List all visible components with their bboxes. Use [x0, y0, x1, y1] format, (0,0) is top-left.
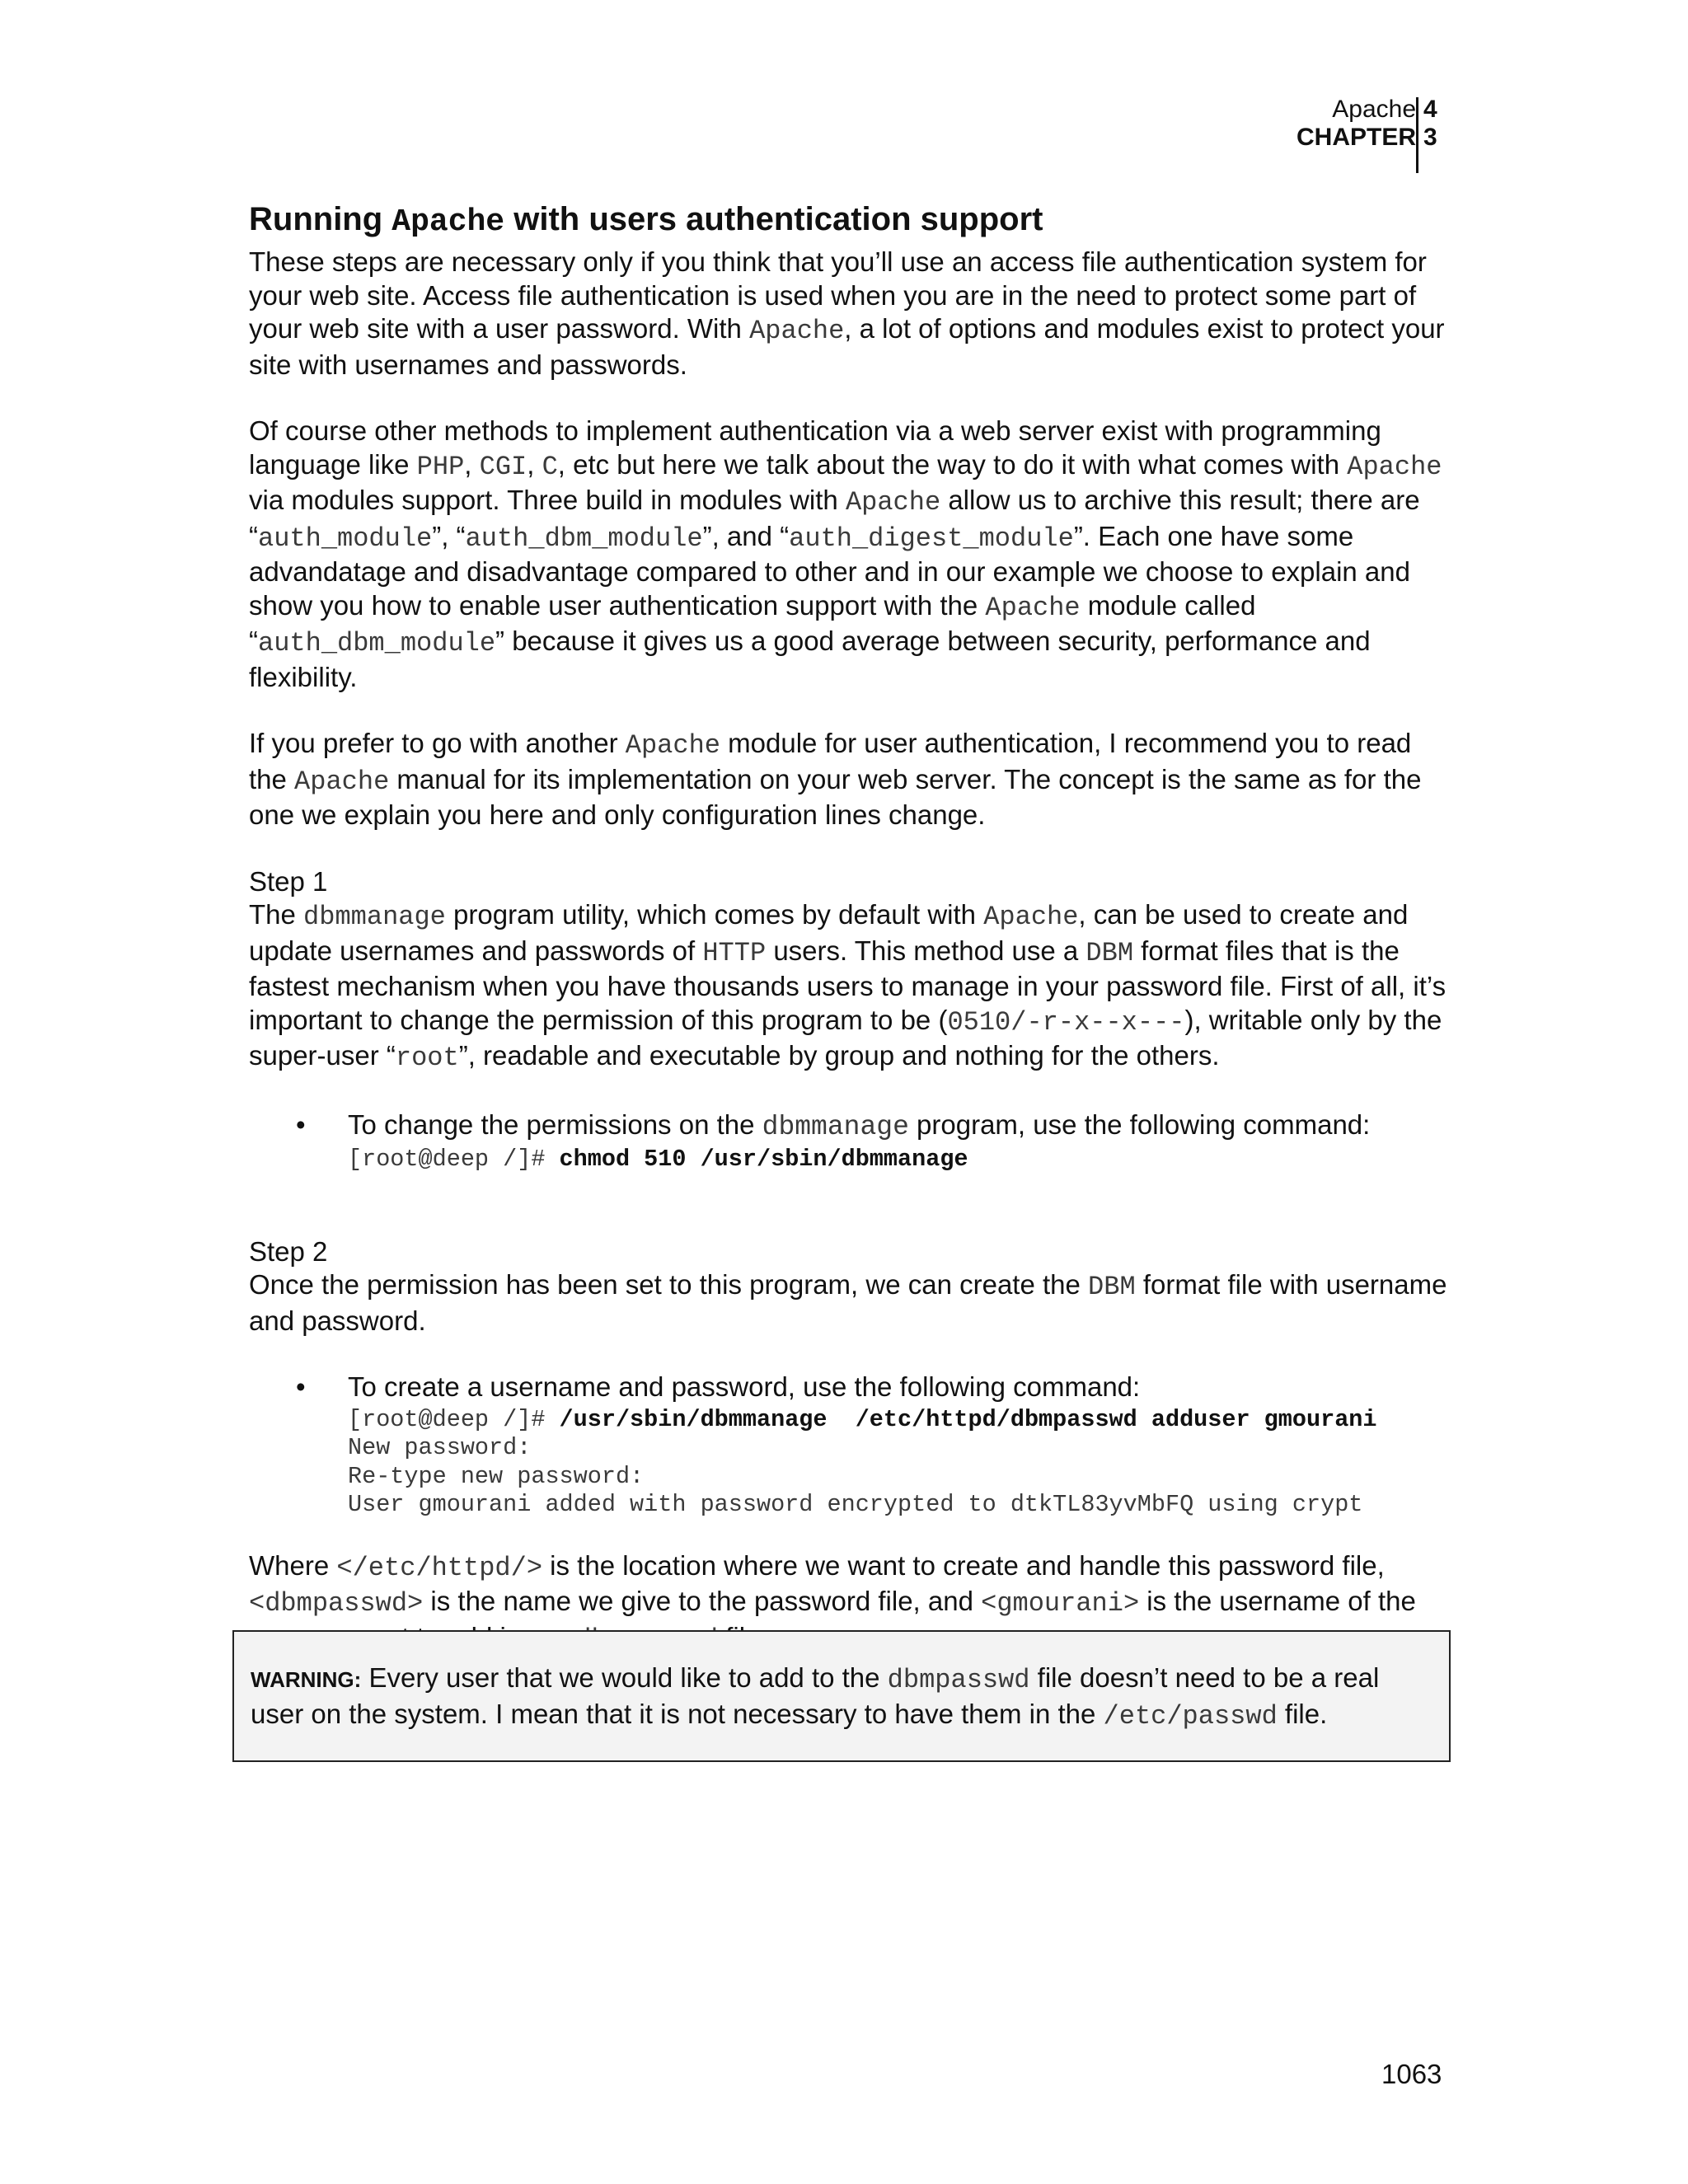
step-2-bullet [249, 1371, 1452, 1520]
step-1-bullet [249, 1108, 1452, 1174]
step-1-label: Step 1 [249, 865, 328, 897]
header-chapter-number: 3 [1423, 124, 1437, 151]
running-header [1296, 96, 1416, 152]
command-output-line: Re-type new password: [348, 1462, 645, 1490]
header-part: Apache [1332, 96, 1416, 123]
command-output-line: New password: [348, 1434, 532, 1461]
intro-paragraph-2: Of course other methods to implement authentication via a web server exist with programming language like PHP, CGI, C, etc but here we talk about the way to do it with what comes with Apache via modules support. Three build in modules with Apache allow us to archive this result; there are “auth_module”, “auth_dbm_module”, and “auth_digest_module”. Each one have some advandatage and disadvantage compared to other and in our example we choose to explain and show you how to enable user authentication support with the Apache module called “auth_dbm_module” because it gives us a good average between security, performance and flexibility. [249, 415, 1442, 692]
step-1-bullet-text: To change the permissions on the dbmmanage program, use the following command: [348, 1108, 1371, 1142]
intro-paragraph-3: If you prefer to go with another Apache module for user authentication, I recommend you to read the Apache manual for its implementation on your web server. The concept is the same as for the one we explain you here and only configuration lines change. [249, 728, 1422, 830]
page-number: 1063 [1381, 2059, 1442, 2089]
page-body [249, 199, 1452, 1657]
title-post: with users authentication support [504, 201, 1043, 237]
intro-paragraph-1: These steps are necessary only if you think that you’ll use an access file authentication system for your web site. Access file authentication is used when you are in the need to protect some part of your web site with a user password. With Apache, a lot of options and modules exist to protect your site with usernames and passwords. [249, 246, 1445, 380]
bullet-dot: • [296, 1108, 306, 1140]
step-1-command: [root@deep /]# chmod 510 /usr/sbin/dbmmanage [348, 1146, 968, 1173]
section-title [249, 199, 1452, 242]
title-code: Apache [392, 204, 505, 240]
warning-label: WARNING: [251, 1667, 362, 1692]
warning-text: WARNING: Every user that we would like to add to the dbmpasswd file doesn’t need to be a real user on the system. I mean that it is not necessary to have them in the /etc/passwd file. [251, 1662, 1380, 1732]
step-2-command: [root@deep /]# /usr/sbin/dbmmanage /etc/httpd/dbmpasswd adduser gmourani New password: Re-type new password: User gmourani added with password encrypted to dtkTL83yvMbFQ using crypt [348, 1404, 1452, 1520]
step-2-paragraph: Once the permission has been set to this program, we can create the DBM format file with username and password. [249, 1269, 1447, 1336]
step-2-label: Step 2 [249, 1235, 328, 1267]
title-pre: Running [249, 201, 392, 237]
where-paragraph: Where </etc/httpd/> is the location where we want to create and handle this password file, <dbmpasswd> is the name we give to the password file, and <gmourani> is the username of the [249, 1549, 1416, 1619]
header-part-number: 4 [1423, 96, 1437, 123]
command-output-line: User gmourani added with password encrypted to dtkTL83yvMbFQ using crypt [348, 1491, 1363, 1518]
header-chapter-label: CHAPTER [1296, 124, 1416, 151]
warning-box [232, 1630, 1451, 1762]
bullet-dot: • [296, 1371, 306, 1402]
step-2-bullet-text: To create a username and password, use the following command: [348, 1371, 1141, 1402]
header-numbers [1423, 96, 1437, 152]
step-1-paragraph: The dbmmanage program utility, which comes by default with Apache, can be used to create and update usernames and passwords of HTTP users. This method use a DBM format files that is the fastest mechanism when you have thousands users to manage in your password file. First of all, it’s important to change the permission of this program to be (0510/-r-x--x---), writable only by the super-user “root”, readable and executable by group and nothing for the others. [249, 899, 1447, 1073]
header-divider [1416, 97, 1418, 173]
